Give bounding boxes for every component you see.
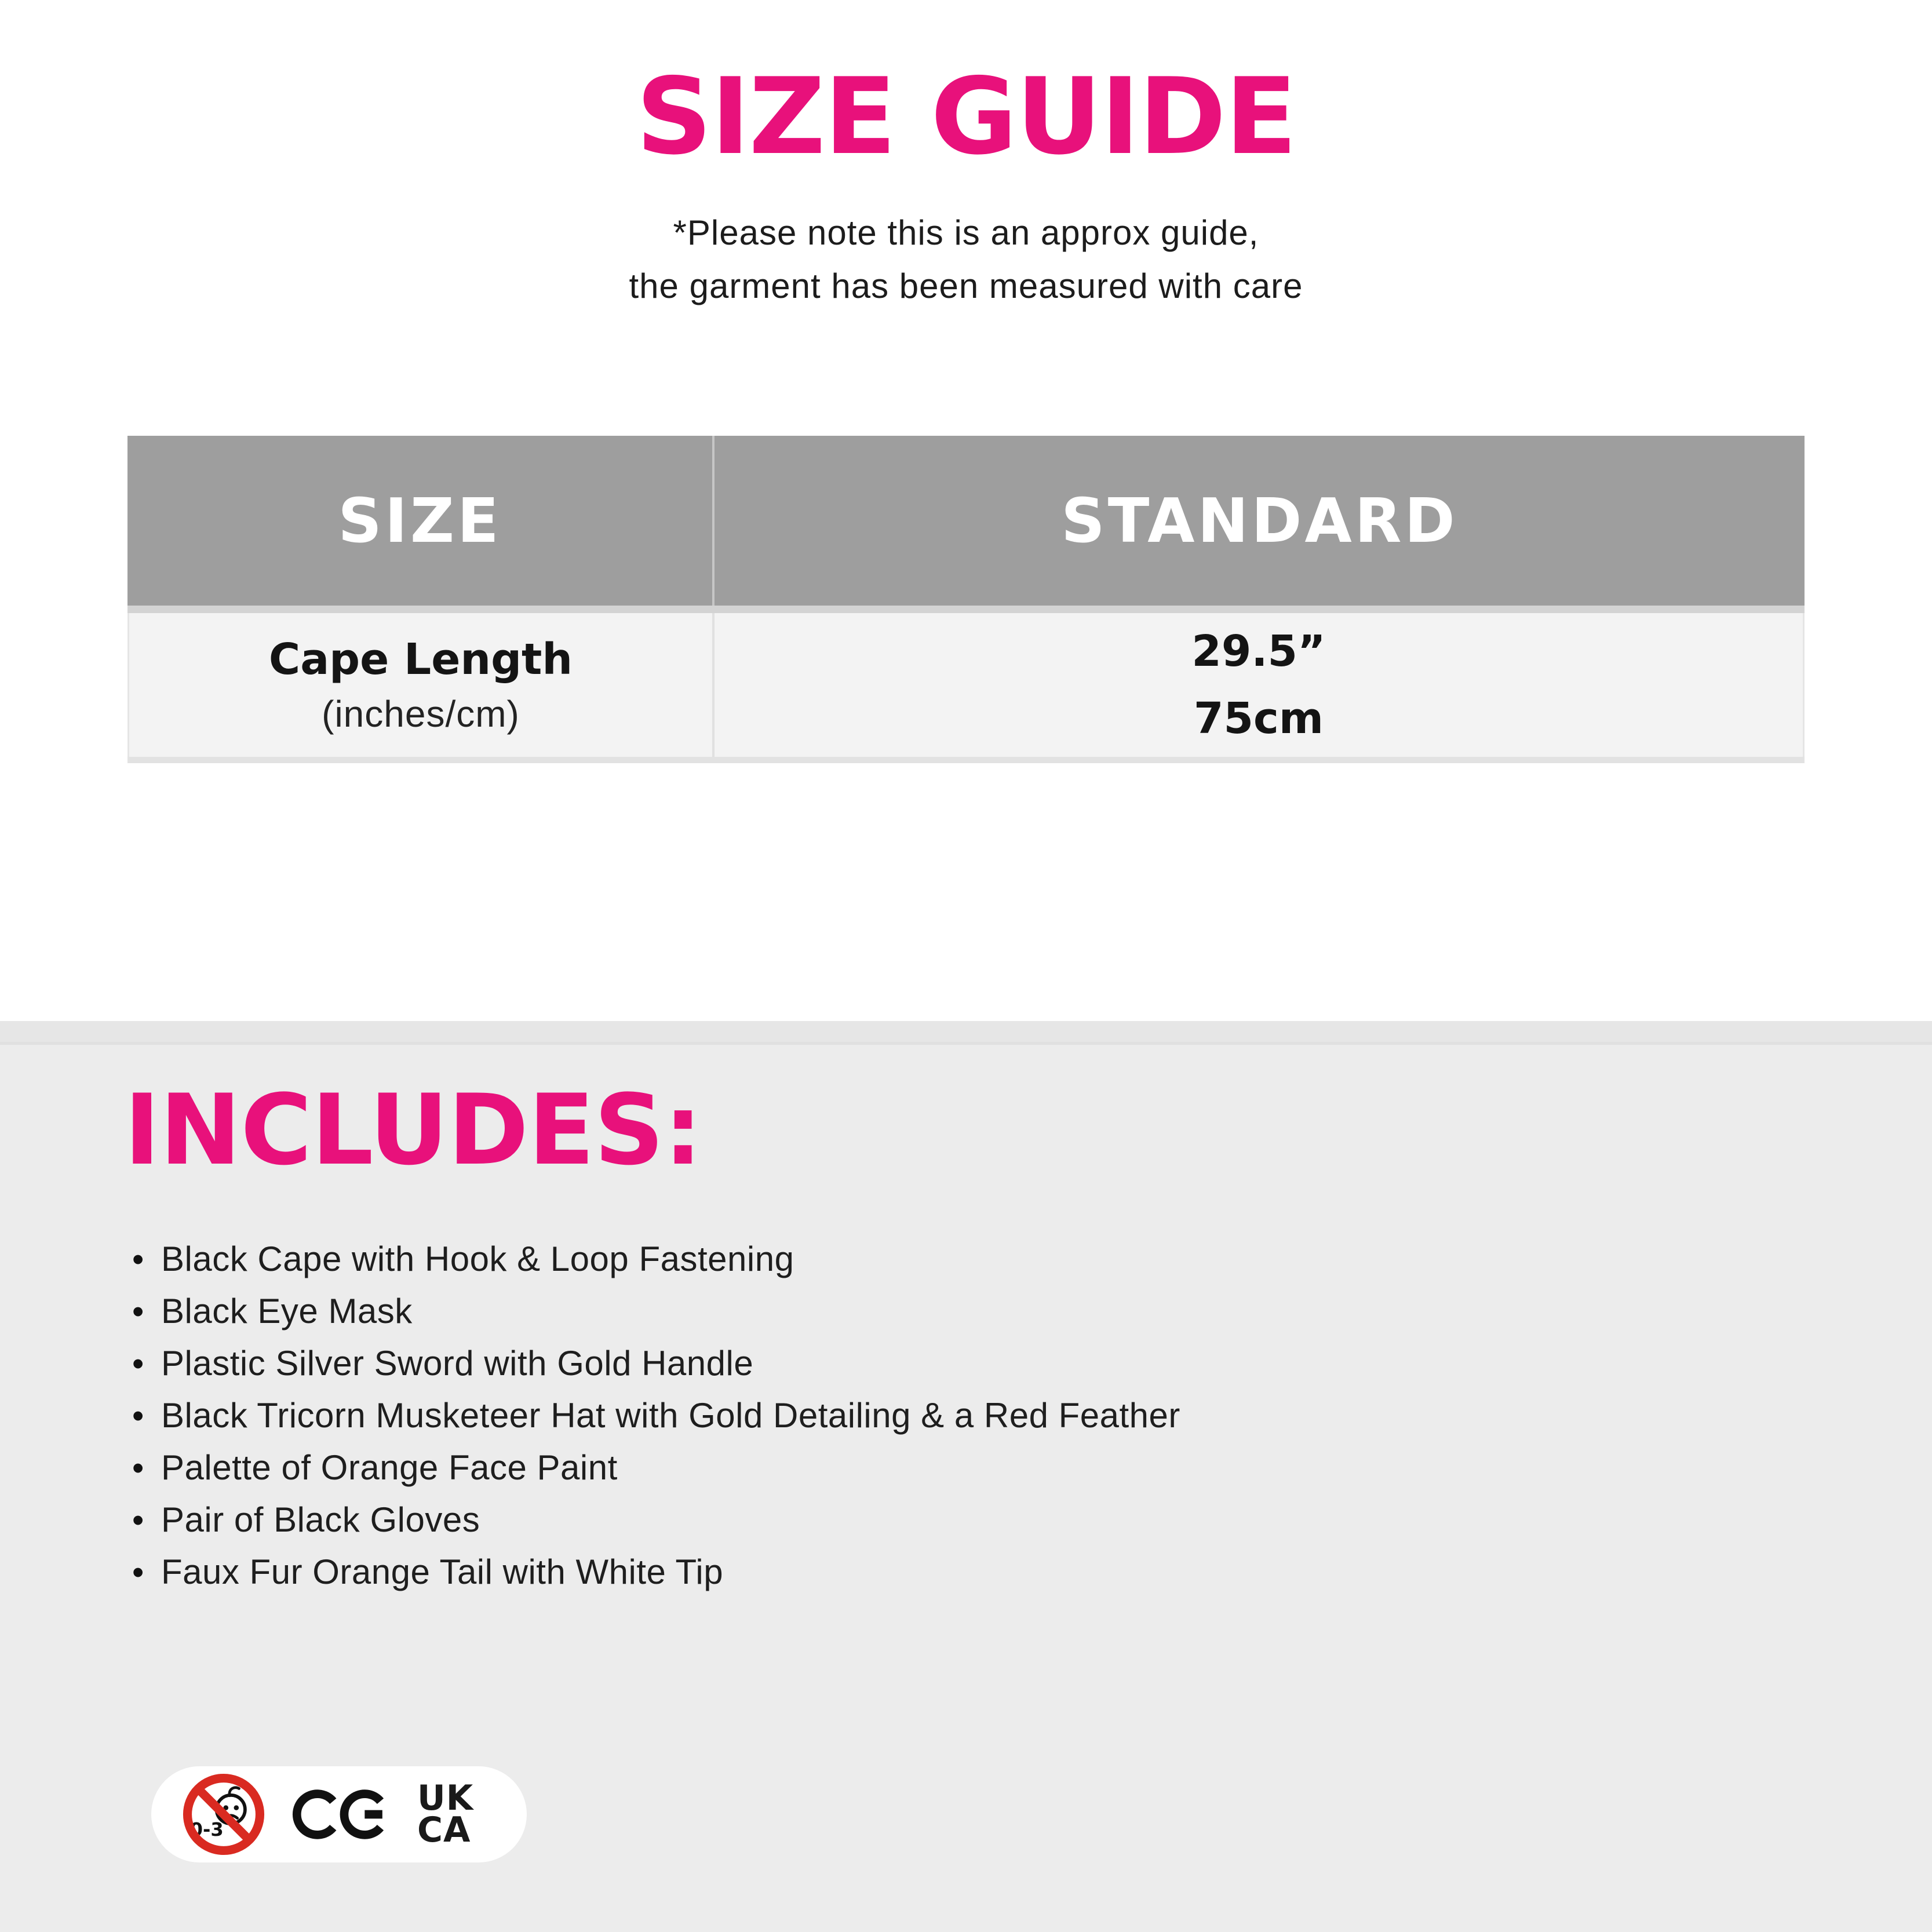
list-item (132, 1494, 1180, 1546)
size-table-header-row (127, 436, 1805, 606)
list-item-text: Black Eye Mask (161, 1292, 413, 1330)
bullet-icon: • (132, 1293, 144, 1330)
section-top-shadow (0, 1021, 1932, 1045)
size-table-header-size: SIZE (127, 436, 715, 606)
list-item-text: Pair of Black Gloves (161, 1500, 480, 1539)
bullet-icon: • (132, 1554, 144, 1591)
measure-unit: (inches/cm) (322, 693, 520, 735)
ukca-line-1: UK (417, 1778, 474, 1818)
age-warning-icon (183, 1773, 265, 1856)
value-inches: 29.5” (1191, 626, 1326, 676)
bullet-icon: • (132, 1241, 144, 1278)
list-item (132, 1546, 1180, 1598)
ukca-line-2: CA (417, 1810, 471, 1850)
list-item-text: Black Tricorn Musketeer Hat with Gold Detailing & a Red Feather (161, 1396, 1180, 1435)
list-item (132, 1233, 1180, 1285)
bullet-icon: • (132, 1449, 144, 1487)
subtitle (0, 206, 1932, 313)
list-item (132, 1442, 1180, 1494)
ce-mark-icon (290, 1786, 392, 1843)
subtitle-line-2: the garment has been measured with care (629, 267, 1303, 305)
list-item-text: Black Cape with Hook & Loop Fastening (161, 1240, 794, 1278)
list-item-text: Plastic Silver Sword with Gold Handle (161, 1344, 754, 1383)
compliance-badge-pill (151, 1766, 527, 1862)
list-item-text: Palette of Orange Face Paint (161, 1448, 618, 1487)
page-title: SIZE GUIDE (636, 55, 1296, 178)
size-table-cell-measure (129, 613, 715, 757)
size-table-header-standard: STANDARD (1061, 485, 1458, 556)
header-divider (127, 606, 1805, 613)
age-warning-label: 0-3 (189, 1818, 224, 1840)
value-cm: 75cm (1194, 694, 1324, 743)
includes-heading: INCLUDES: (124, 1073, 702, 1187)
size-table-cell-value (715, 613, 1803, 757)
subtitle-line-1: *Please note this is an approx guide, (673, 213, 1259, 252)
ukca-mark-icon (417, 1778, 474, 1850)
list-item-text: Faux Fur Orange Tail with White Tip (161, 1552, 724, 1591)
bullet-icon: • (132, 1345, 144, 1383)
measure-name: Cape Length (268, 635, 573, 684)
size-table (127, 436, 1805, 763)
table-bottom-shadow (127, 757, 1805, 763)
bullet-icon: • (132, 1397, 144, 1435)
includes-list (132, 1233, 1180, 1598)
list-item (132, 1390, 1180, 1442)
bullet-icon: • (132, 1501, 144, 1539)
list-item (132, 1285, 1180, 1337)
size-table-body-row (127, 613, 1805, 757)
list-item (132, 1337, 1180, 1390)
